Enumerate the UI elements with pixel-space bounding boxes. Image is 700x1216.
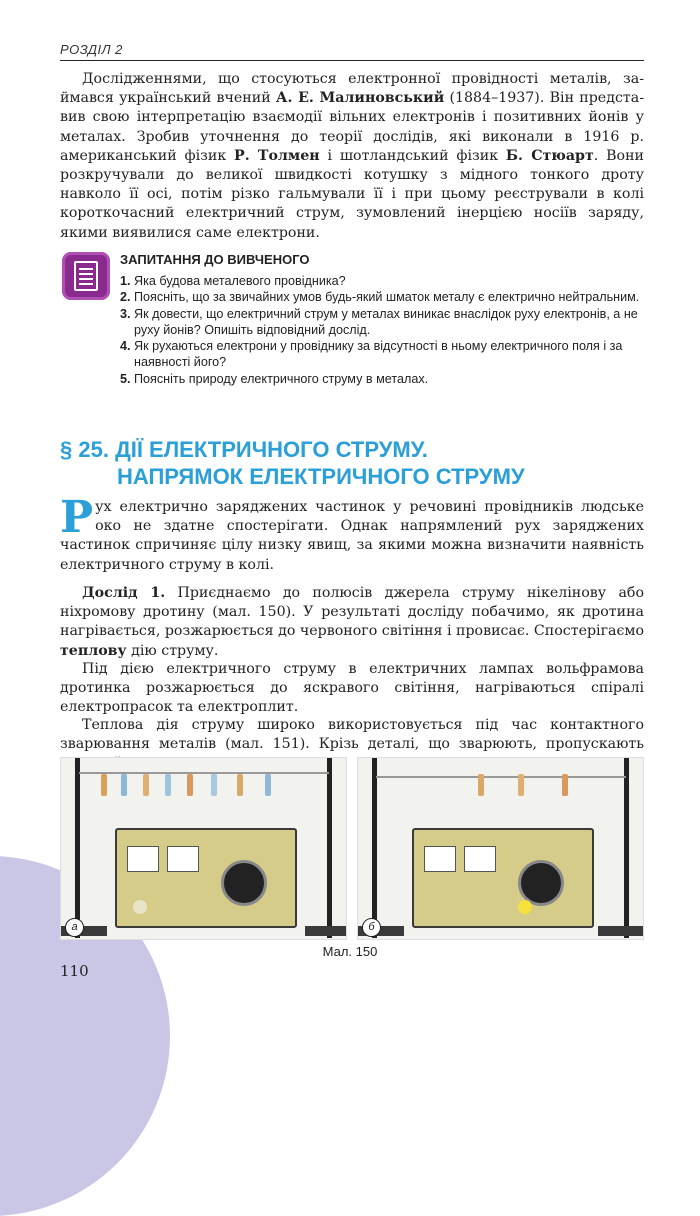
questions-list-icon [62, 252, 110, 300]
question-item: 5. Поясніть природу електричного струму в металах. [120, 371, 429, 386]
experiment-1-paragraph: Дослід 1. Приєднаємо до полюсів джерела струму нікелінову або ніхромову дротину (мал. 150). У результаті досліду побачимо, як дротина нагрівається, розжарюється до червоного світіння і провисає. Спостерігаємо теплову дію струму. [60, 585, 644, 659]
questions-list [120, 273, 645, 387]
question-item: 1. Яка будова металевого провідника? [120, 274, 346, 288]
question-item: 2. Поясніть, що за звичайних умов будь-який шматок металу є електрично нейтральним. [120, 290, 640, 305]
drop-cap: Р [60, 492, 94, 543]
figure-label-a: а [65, 918, 84, 937]
figure-150-photo-b [357, 757, 644, 940]
body-paragraph-3: Під дією електричного струму в електричних лампах вольфрамова дротинка розжарюється до яскравого світіння, нагріваються спіралі електропрасок та електроплит. [60, 661, 644, 716]
page-number: 110 [60, 962, 89, 980]
intro-paragraph: Дослідженнями, що стосуються електронної провідності металів, за-ймався український вчений А. Е. Малиновський (1884–1937). Він предста-вив свою інтерпретацію взаємодії вільних електронів і позитивних йонів у металах. Зробив уточнення до теорії дослідів, які виконали в 1916 р. американський фізик Р. Толмен і шотландський фізик Б. Стюарт. Вони розкручували до великої швидкості котушку з мідного тонкого дроту навколо її осі, потім різко гальмували її і при цьому реєстрували в колі короткочасний електричний струм, зумовлений інерцією носіїв заряду, якими виявилися саме електрони. [60, 71, 644, 241]
body-paragraph-1: Рух електрично заряджених частинок у речовині провідників людське око не здатне спостерігати. Однак напрямлений рух заряджених частинок спричиняє цілу низку явищ, за якими можна визначити наявність електричного струму в колі. [60, 492, 644, 573]
question-item: 3. Як довести, що електричний струм у металах виникає внаслідок руху електронів, а не руху йонів? Опишіть відповідний дослід. [120, 306, 638, 337]
chapter-header: РОЗДІЛ 2 [60, 42, 123, 57]
figure-150-photo-a [60, 757, 347, 940]
questions-title: ЗАПИТАННЯ ДО ВИВЧЕНОГО [120, 252, 310, 267]
header-rule [60, 60, 644, 61]
question-item: 4. Як рухаються електрони у провіднику за відсутності в ньому електричного поля і за наявності його? [120, 339, 623, 370]
body-paragraph-4: Теплова дія струму широко використовується під час контактного зварювання металів (мал. 151). Крізь деталі, що зварюють, пропускають [60, 717, 644, 753]
figure-caption: Мал. 150 [322, 944, 378, 959]
figure-label-b: б [362, 918, 381, 937]
section-number: § 25. [60, 437, 109, 462]
section-title: § 25. ДІЇ ЕЛЕКТРИЧНОГО СТРУМУ. НАПРЯМОК ЕЛЕКТРИЧНОГО СТРУМУ [60, 437, 525, 489]
